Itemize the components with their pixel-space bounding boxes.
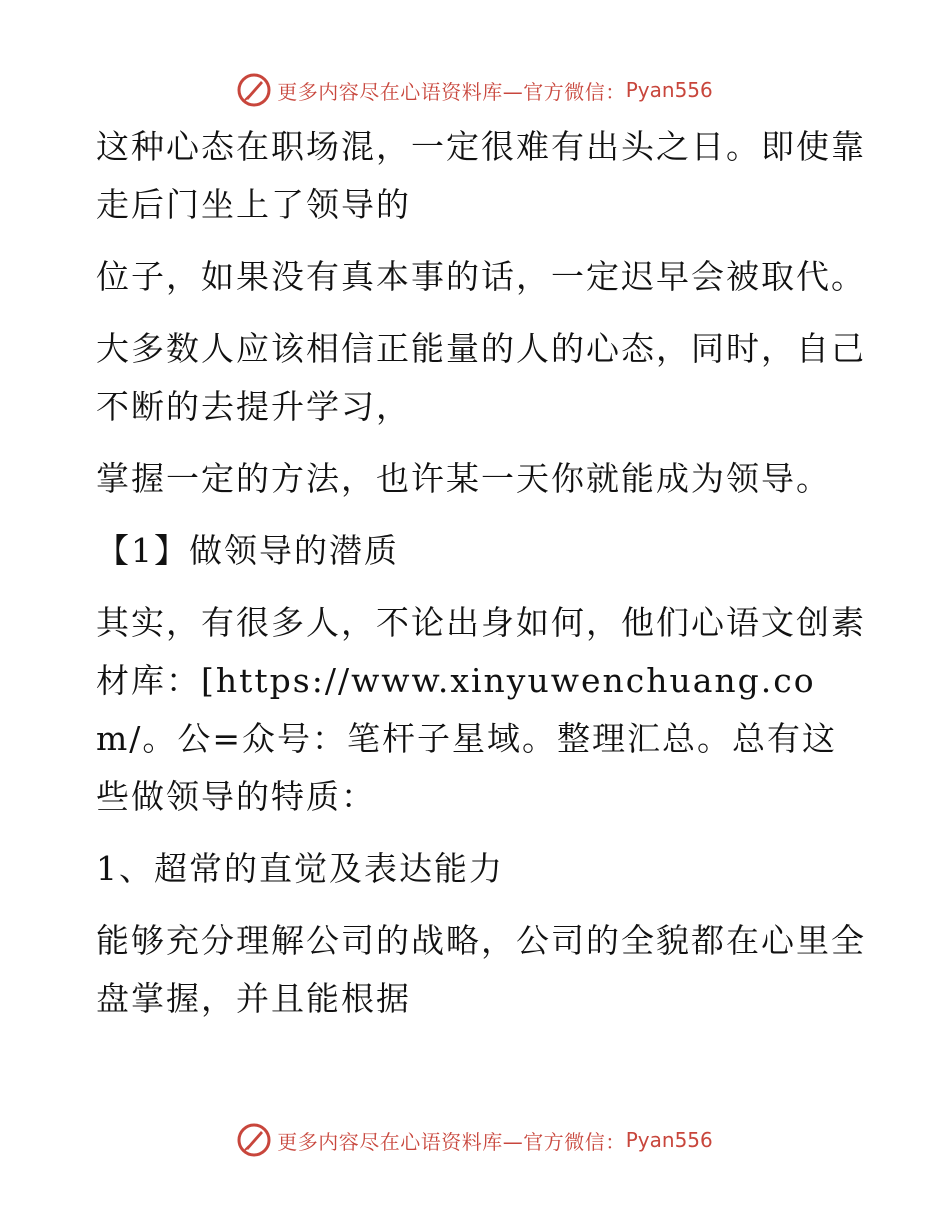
paragraph-3: 大多数人应该相信正能量的人的心态，同时，自己不断的去提升学习， [96,329,866,426]
subheading-1: 1、超常的直觉及表达能力 [96,849,504,888]
footer-banner-id: Pyan556 [625,1128,713,1152]
feather-quill-logo-icon [237,73,271,107]
paragraph-1: 这种心态在职场混，一定很难有出头之日。即使靠走后门坐上了领导的 [96,127,866,224]
paragraph-6: 能够充分理解公司的战略，公司的全貌都在心里全盘掌握，并且能根据 [96,921,866,1018]
header-banner-text: 更多内容尽在心语资料库—官方微信： [277,79,626,104]
footer-banner [0,1120,950,1160]
paragraph-2: 位子，如果没有真本事的话，一定迟早会被取代。 [96,257,866,296]
header-banner-id: Pyan556 [625,78,713,102]
paragraph-4: 掌握一定的方法，也许某一天你就能成为领导。 [96,459,831,498]
footer-banner-text: 更多内容尽在心语资料库—官方微信： [277,1129,626,1154]
paragraph-5: 其实，有很多人，不论出身如何，他们心语文创素材库：[https://www.xinyuwenchuang.com/。公=众号：笔杆子星域。整理汇总。总有这些做领导的特质： [96,603,866,816]
feather-quill-logo-icon [237,1123,271,1157]
section-heading: 【1】做领导的潜质 [96,531,399,570]
document-body [96,118,866,1042]
header-banner [0,70,950,110]
